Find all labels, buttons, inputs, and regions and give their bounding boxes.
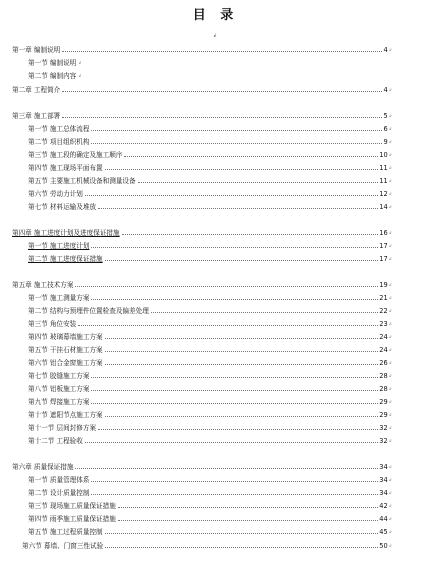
paragraph-mark-icon: ↲: [388, 113, 392, 118]
toc-section-entry[interactable]: [28, 136, 392, 146]
paragraph-mark-icon: ↲: [388, 178, 392, 183]
toc-dot-leader: [105, 415, 379, 417]
toc-dot-leader: [98, 207, 378, 209]
toc-section-entry[interactable]: [28, 175, 392, 185]
toc-page-number: 12: [379, 190, 388, 198]
toc-entry-label: 第一节 施工总体流程: [28, 125, 90, 133]
toc-section-entry[interactable]: [28, 253, 392, 263]
paragraph-mark-icon: ↲: [388, 256, 392, 261]
toc-entry-label: 第五章 施工技术方案: [12, 281, 74, 289]
toc-chapter-entry[interactable]: [12, 227, 392, 237]
toc-dot-leader: [62, 50, 382, 52]
toc-entry-label: 第八节 铝板施工方案: [28, 385, 90, 393]
paragraph-mark: ↲: [213, 33, 218, 39]
toc-dot-leader: [91, 376, 378, 378]
paragraph-mark-icon: ↲: [388, 386, 392, 391]
toc-dot-leader: [91, 493, 378, 495]
toc-section-entry[interactable]: [28, 149, 392, 159]
toc-entry-label: 第三章 施工部署: [12, 112, 61, 120]
toc-section-entry[interactable]: [28, 500, 392, 510]
paragraph-mark-icon: ↲: [388, 516, 392, 521]
toc-dot-leader: [78, 324, 378, 326]
toc-section-entry[interactable]: [28, 422, 392, 432]
toc-page-number: 34: [379, 489, 388, 497]
toc-page-number: 42: [379, 502, 388, 510]
paragraph-mark-icon: ↲: [388, 126, 392, 131]
paragraph-mark-icon: ↲: [388, 334, 392, 339]
paragraph-mark-icon: ↲: [388, 243, 392, 248]
toc-page-number: 5: [383, 112, 388, 120]
toc-section-entry[interactable]: [28, 305, 392, 315]
paragraph-mark-icon: ↲: [388, 464, 392, 469]
toc-dot-leader: [122, 233, 379, 235]
paragraph-mark-icon: ↲: [388, 152, 392, 157]
toc-page-number: 16: [379, 229, 388, 237]
toc-section-entry[interactable]: [28, 435, 392, 445]
paragraph-mark-icon: ↲: [78, 60, 82, 65]
toc-dot-leader: [75, 467, 378, 469]
toc-chapter-entry[interactable]: [12, 110, 392, 120]
toc-section-entry[interactable]: [28, 201, 392, 211]
toc-dot-leader: [105, 532, 379, 534]
toc-dot-leader: [91, 480, 378, 482]
toc-entry-label: 第六节 幕墙、门窗三性试验: [22, 542, 104, 550]
toc-page-number: 44: [379, 515, 388, 523]
paragraph-mark-icon: ↲: [388, 543, 392, 548]
toc-entry-label: 第九节 焊接施工方案: [28, 398, 90, 406]
toc-entry-label: 第四节 玻璃幕墙施工方案: [28, 333, 103, 341]
toc-entry-label: 第五节 主要施工机械设备和测量设备: [28, 177, 136, 185]
toc-dot-leader: [98, 428, 378, 430]
toc-page-number: 29: [379, 398, 388, 406]
toc-dot-leader: [105, 259, 379, 261]
paragraph-mark-icon: ↲: [388, 321, 392, 326]
toc-dot-leader: [91, 402, 378, 404]
toc-dot-leader: [105, 350, 379, 352]
toc-dot-leader: [105, 337, 379, 339]
toc-page-number: 17: [379, 242, 388, 250]
toc-dot-leader: [151, 311, 378, 313]
toc-dot-leader: [105, 363, 379, 365]
toc-entry-label: 第一节 施工测量方案: [28, 294, 90, 302]
toc-section-entry[interactable]: [28, 344, 392, 354]
paragraph-mark-icon: ↲: [388, 360, 392, 365]
toc-entry-label: 第十二节 工程验收: [28, 437, 83, 445]
toc-page-number: 17: [379, 255, 388, 263]
toc-entry-label: 第十节 遮阳节点施工方案: [28, 411, 103, 419]
toc-dot-leader: [105, 168, 379, 170]
toc-page-number: 22: [379, 307, 388, 315]
toc-section-entry[interactable]: [28, 292, 392, 302]
toc-page-number: 11: [379, 177, 388, 185]
toc-section-entry[interactable]: [28, 123, 392, 133]
paragraph-mark-icon: ↲: [388, 503, 392, 508]
toc-entry-label: 第六节 劳动力计划: [28, 190, 83, 198]
paragraph-mark-icon: ↲: [388, 230, 392, 235]
toc-section-entry[interactable]: [28, 357, 392, 367]
toc-entry-label: 第一节 质量管理体系: [28, 476, 90, 484]
toc-page-number: 28: [379, 385, 388, 393]
toc-section-entry[interactable]: [28, 396, 392, 406]
toc-page-number: 11: [379, 164, 388, 172]
toc-section-entry[interactable]: [28, 188, 392, 198]
toc-section-entry[interactable]: [28, 318, 392, 328]
toc-page-number: 24: [379, 346, 388, 354]
toc-entry-label: 第六节 铝合金窗施工方案: [28, 359, 103, 367]
paragraph-mark-icon: ↲: [388, 529, 392, 534]
toc-section-entry[interactable]: [28, 487, 392, 497]
toc-dot-leader: [124, 155, 378, 157]
toc-dot-leader: [75, 285, 378, 287]
toc-page-number: 21: [379, 294, 388, 302]
toc-dot-leader: [105, 546, 378, 548]
paragraph-mark-icon: ↲: [388, 282, 392, 287]
toc-section-entry[interactable]: [28, 162, 392, 172]
toc-section-entry[interactable]: [28, 370, 392, 380]
paragraph-mark-icon: ↲: [388, 477, 392, 482]
paragraph-mark-icon: ↲: [388, 308, 392, 313]
toc-entry-label: 第三节 施工段的确定及施工顺序: [28, 151, 123, 159]
toc-entry-label: 第三节 现场施工质量保证措施: [28, 502, 116, 510]
paragraph-mark-icon: ↲: [388, 425, 392, 430]
toc-entry-label: 第一节 施工进度计划: [28, 242, 90, 250]
toc-entry-label: 第五节 干挂石材施工方案: [28, 346, 103, 354]
toc-entry-label: 第三节 角位安装: [28, 320, 77, 328]
paragraph-mark-icon: ↲: [388, 87, 392, 92]
toc-section-entry[interactable]: [28, 526, 392, 536]
paragraph-mark-icon: ↲: [388, 412, 392, 417]
paragraph-mark-icon: ↲: [78, 73, 82, 78]
toc-page-number: 50: [379, 542, 388, 550]
toc-page-number: 24: [379, 333, 388, 341]
toc-page-number: 34: [379, 463, 388, 471]
toc-chapter-entry[interactable]: [12, 84, 392, 94]
toc-page-number: 29: [379, 411, 388, 419]
toc-page-number: 14: [379, 203, 388, 211]
toc-dot-leader: [91, 389, 378, 391]
toc-dot-leader: [91, 246, 378, 248]
toc-entry-label: 第十一节 层间封修方案: [28, 424, 97, 432]
toc-entry-label: 第二节 项目组织机构: [28, 138, 90, 146]
toc-page-number: 19: [379, 281, 388, 289]
toc-chapter-entry[interactable]: [12, 279, 392, 289]
toc-section-entry[interactable]: [28, 409, 392, 419]
paragraph-mark-icon: ↲: [388, 295, 392, 300]
toc-entry-label: 第一节 编制说明: [28, 59, 77, 67]
toc-entry-label: 第四节 施工现场平面布置: [28, 164, 103, 172]
toc-entry-label: 第二节 编制内容: [28, 72, 77, 80]
toc-page-number: 9: [383, 138, 388, 146]
toc-page-number: 10: [379, 151, 388, 159]
paragraph-mark-icon: ↲: [388, 373, 392, 378]
paragraph-mark-icon: ↲: [388, 165, 392, 170]
toc-dot-leader: [118, 519, 378, 521]
toc-entry-label: 第六章 质量保证措施: [12, 463, 74, 471]
toc-dot-leader: [138, 181, 379, 183]
toc-page-number: 4: [383, 86, 388, 94]
toc-dot-leader: [85, 194, 378, 196]
toc-entry-label: 第七节 材料运输及堆放: [28, 203, 97, 211]
paragraph-mark-icon: ↲: [388, 399, 392, 404]
toc-chapter-entry[interactable]: [12, 44, 392, 54]
toc-entry-label: 第二节 设计质量控制: [28, 489, 90, 497]
toc-dot-leader: [85, 441, 378, 443]
paragraph-mark-icon: ↲: [388, 438, 392, 443]
toc-title: 目 录: [192, 8, 239, 23]
paragraph-mark-icon: ↲: [388, 47, 392, 52]
paragraph-mark-icon: ↲: [388, 490, 392, 495]
toc-dot-leader: [91, 129, 382, 131]
toc-entry-label: 第二节 结构与预埋件位置检查及偏差处理: [28, 307, 149, 315]
toc-section-entry[interactable]: [28, 331, 392, 341]
paragraph-mark-icon: ↲: [388, 204, 392, 209]
toc-dot-leader: [62, 90, 382, 92]
toc-page-number: 28: [379, 372, 388, 380]
toc-page-number: 26: [379, 359, 388, 367]
paragraph-mark-icon: ↲: [388, 347, 392, 352]
toc-dot-leader: [62, 116, 382, 118]
toc-section-entry[interactable]: [28, 240, 392, 250]
toc-page-number: 32: [379, 424, 388, 432]
toc-dot-leader: [118, 506, 378, 508]
toc-entry-label: 第四章 施工进度计划及进度保证措施: [12, 229, 120, 237]
toc-entry-label: 第二章 工程简介: [12, 86, 61, 94]
toc-section-entry[interactable]: [28, 474, 392, 484]
toc-page-number: 23: [379, 320, 388, 328]
toc-section-entry[interactable]: [28, 57, 392, 67]
toc-page-number: 45: [379, 528, 388, 536]
toc-section-entry[interactable]: [28, 513, 392, 523]
toc-entry-label: 第四节 雨季施工质量保证措施: [28, 515, 116, 523]
toc-page-number: 4: [383, 46, 388, 54]
toc-entry-label: 第七节 胶缝施工方案: [28, 372, 90, 380]
paragraph-mark-icon: ↲: [388, 139, 392, 144]
toc-dot-leader: [91, 298, 378, 300]
toc-section-entry[interactable]: [28, 383, 392, 393]
toc-page-number: 6: [383, 125, 388, 133]
toc-entry-label: 第五节 施工过程质量控制: [28, 528, 103, 536]
toc-page-number: 34: [379, 476, 388, 484]
toc-page-number: 32: [379, 437, 388, 445]
toc-entry-label: 第一章 编制说明: [12, 46, 61, 54]
toc-section-entry[interactable]: [28, 70, 392, 80]
toc-entry-label: 第二节 施工进度保证措施: [28, 255, 103, 263]
toc-dot-leader: [91, 142, 382, 144]
toc-section-entry[interactable]: [22, 540, 392, 550]
paragraph-mark-icon: ↲: [388, 191, 392, 196]
toc-chapter-entry[interactable]: [12, 461, 392, 471]
